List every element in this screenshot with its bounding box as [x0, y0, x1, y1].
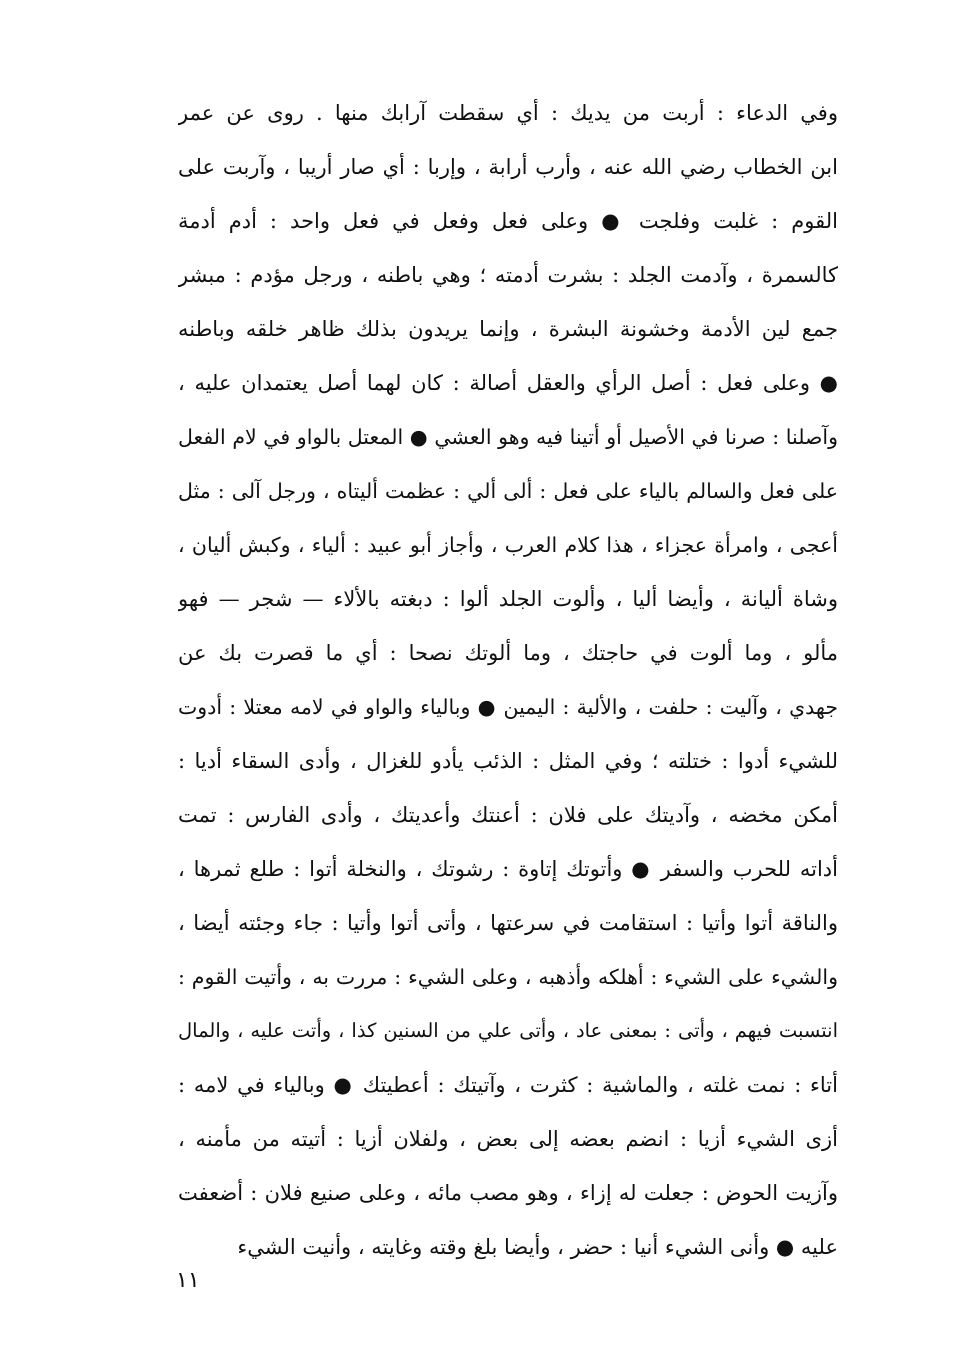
- text-line: جهدي ، وآليت : حلفت ، والألية : اليمين ● وبالياء والواو في لامه معتلا : أدوت: [178, 695, 838, 719]
- text-line: وشاة أليانة ، وأيضا أليا ، وألوت الجلد ألوا : دبغته بالألاء — شجر — فهو: [178, 587, 838, 611]
- text-line: وآصلنا : صرنا في الأصيل أو أتينا فيه وهو العشي ● المعتل بالواو في لام الفعل: [178, 425, 838, 449]
- text-line: أزى الشيء أزيا : انضم بعضه إلى بعض ، ولفلان أزيا : أتيته من مأمنه ،: [178, 1127, 838, 1151]
- text-line: جمع لين الأدمة وخشونة البشرة ، وإنما يريدون بذلك ظاهر خلقه وباطنه: [178, 317, 838, 341]
- text-line: أعجى ، وامرأة عجزاء ، هذا كلام العرب ، وأجاز أبو عبيد : ألياء ، وكبش أليان ،: [178, 533, 838, 557]
- text-line: ● وعلى فعل : أصل الرأي والعقل أصالة : كان لهما أصل يعتمدان عليه ،: [178, 371, 838, 395]
- text-line: عليه ● وأنى الشيء أنيا : حضر ، وأيضا بلغ وقته وغايته ، وأنيت الشيء: [237, 1235, 838, 1259]
- text-line: وفي الدعاء : أربت من يديك : أي سقطت آرابك منها . روى عن عمر: [178, 101, 838, 125]
- text-line: مألو ، وما ألوت في حاجتك ، وما ألوتك نصحا : أي ما قصرت بك عن: [178, 641, 838, 665]
- text-line: القوم : غلبت وفلجت ● وعلى فعل وفعل في فعل واحد : أدم أدمة: [178, 209, 838, 233]
- text-line: أمكن مخضه ، وآديتك على فلان : أعنتك وأعديتك ، وأدى الفارس : تمت: [178, 803, 838, 827]
- page-number: ١١: [176, 1268, 200, 1293]
- text-body: [178, 86, 838, 1274]
- text-line: انتسبت فيهم ، وأتى : بمعنى عاد ، وأتى علي من السنين كذا ، وأتت عليه ، والمال: [178, 1019, 838, 1042]
- text-line: أتاء : نمت غلته ، والماشية : كثرت ، وآتيتك : أعطيتك ● وبالياء في لامه :: [178, 1073, 838, 1097]
- text-line: وآزيت الحوض : جعلت له إزاء ، وهو مصب مائه ، وعلى صنيع فلان : أضعفت: [178, 1181, 838, 1205]
- text-line: على فعل والسالم بالياء على فعل : ألى ألي : عظمت أليتاه ، ورجل آلى : مثل: [178, 479, 838, 503]
- text-line: والناقة أتوا وأتيا : استقامت في سرعتها ، وأتى أتوا وأتيا : جاء وجئته أيضا ،: [178, 911, 838, 935]
- text-line: كالسمرة ، وآدمت الجلد : بشرت أدمته ؛ وهي باطنه ، ورجل مؤدم : مبشر: [178, 263, 838, 287]
- text-line: والشيء على الشيء : أهلكه وأذهبه ، وعلى الشيء : مررت به ، وأتيت القوم :: [178, 965, 838, 989]
- text-line: للشيء أدوا : ختلته ؛ وفي المثل : الذئب يأدو للغزال ، وأدى السقاء أديا :: [178, 749, 838, 773]
- text-line: ابن الخطاب رضي الله عنه ، وأرب أرابة ، وإربا : أي صار أريبا ، وآربت على: [178, 155, 838, 179]
- text-line: أداته للحرب والسفر ● وأتوتك إتاوة : رشوتك ، والنخلة أتوا : طلع ثمرها ،: [178, 857, 838, 881]
